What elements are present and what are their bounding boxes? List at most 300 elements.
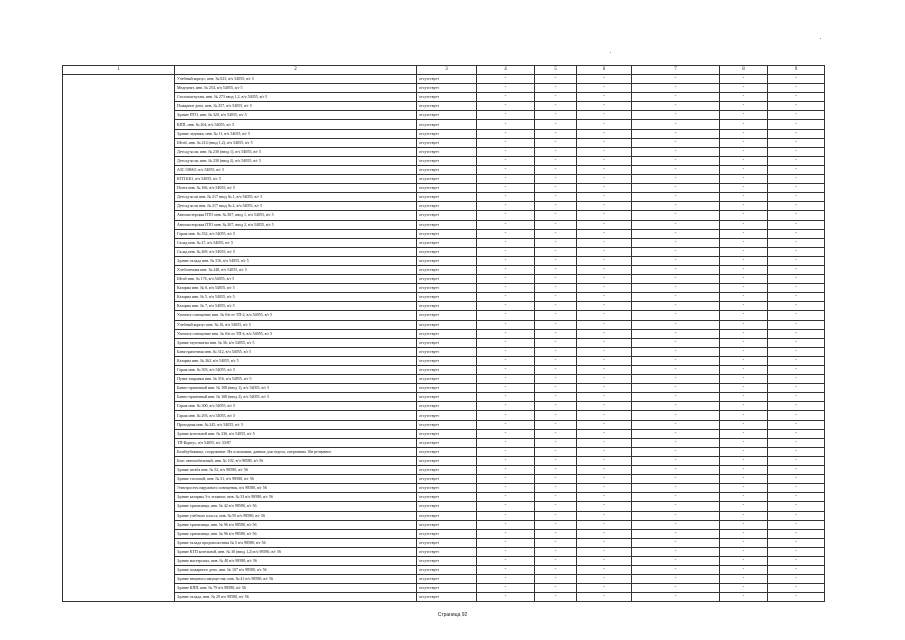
dash-cell: - <box>477 102 535 111</box>
dash-cell: - <box>577 302 632 311</box>
row-index-cell <box>63 284 175 293</box>
dash-cell: - <box>477 411 535 420</box>
dash-cell: - <box>632 529 720 538</box>
row-index-cell <box>63 584 175 593</box>
dash-cell: - <box>535 75 577 84</box>
table-row <box>63 356 825 365</box>
object-name-cell: Здание казармы 3-х этажное, инв. № 33 в/ч 98580, в/г 56 <box>175 493 417 502</box>
dash-cell: - <box>768 211 825 220</box>
dash-cell: - <box>720 220 768 229</box>
dash-cell: - <box>577 138 632 147</box>
dash-cell: - <box>720 375 768 384</box>
dash-cell: - <box>632 184 720 193</box>
dash-cell: - <box>632 165 720 174</box>
dash-cell: - <box>477 547 535 556</box>
column-header: 4 <box>477 66 535 75</box>
object-name-cell: Почта инв. № 166, в/ч 54055, в/г 5 <box>175 184 417 193</box>
dash-cell: - <box>535 165 577 174</box>
object-name-cell: Здание КПП, инв. № 79 в/ч 98580, в/г 56 <box>175 584 417 593</box>
dash-cell: - <box>632 193 720 202</box>
dash-cell: - <box>535 84 577 93</box>
dash-cell: - <box>577 375 632 384</box>
dash-cell: - <box>535 366 577 375</box>
dash-cell: - <box>632 375 720 384</box>
status-cell: отсутствует <box>417 456 477 465</box>
dash-cell: - <box>577 193 632 202</box>
object-name-cell: Штаб, инв. № 214 (ввод 1,2), в/ч 54055, в/г 5 <box>175 138 417 147</box>
column-header: 8 <box>720 66 768 75</box>
object-name-cell: Автомастерская ПТО инв. № 307, ввод 1, в/ч 54055, в/г 5 <box>175 211 417 220</box>
status-cell: отсутствует <box>417 93 477 102</box>
object-name-cell: Баня-прачечная инв. № 312, в/ч 54055, в/г 5 <box>175 347 417 356</box>
dash-cell: - <box>632 156 720 165</box>
dash-cell: - <box>768 256 825 265</box>
dash-cell: - <box>632 329 720 338</box>
dash-cell: - <box>477 556 535 565</box>
dash-cell: - <box>768 202 825 211</box>
dash-cell: - <box>477 284 535 293</box>
status-cell: отсутствует <box>417 520 477 529</box>
dash-cell: - <box>632 502 720 511</box>
table-row <box>63 184 825 193</box>
dash-cell: - <box>577 575 632 584</box>
dash-cell: - <box>720 111 768 120</box>
row-index-cell <box>63 347 175 356</box>
status-cell: отсутствует <box>417 556 477 565</box>
dash-cell: - <box>720 520 768 529</box>
dash-cell: - <box>632 556 720 565</box>
object-name-cell: Казарма инв. № 6, в/ч 54055, в/г 5 <box>175 284 417 293</box>
row-index-cell <box>63 184 175 193</box>
dash-cell: - <box>720 129 768 138</box>
dash-cell: - <box>768 93 825 102</box>
dash-cell: - <box>720 393 768 402</box>
dash-cell: - <box>720 175 768 184</box>
dash-cell: - <box>768 593 825 602</box>
table-row <box>63 384 825 393</box>
status-cell: отсутствует <box>417 393 477 402</box>
table-row <box>63 165 825 174</box>
status-cell: отсутствует <box>417 129 477 138</box>
dash-cell: - <box>720 556 768 565</box>
table-row <box>63 575 825 584</box>
dash-cell: - <box>577 584 632 593</box>
table-row <box>63 366 825 375</box>
object-name-cell: Здание ледника, инв. № 11, в/ч 54055, в/г 5 <box>175 129 417 138</box>
dash-cell: - <box>477 211 535 220</box>
dash-cell: - <box>535 120 577 129</box>
object-name-cell: Детсад-ясли инв. № 217 ввод № 1, в/ч 54055, в/г 5 <box>175 193 417 202</box>
table-row <box>63 475 825 484</box>
dash-cell: - <box>477 275 535 284</box>
document-sheet <box>62 65 824 602</box>
row-index-cell <box>63 120 175 129</box>
status-cell: отсутствует <box>417 302 477 311</box>
object-name-cell: Штаб инв. № 176, в/ч 54055, в/г 5 <box>175 275 417 284</box>
object-name-cell: КПП, инв. № 264, в/ч 54055, в/г 5 <box>175 120 417 129</box>
dash-cell: - <box>768 484 825 493</box>
dash-cell: - <box>768 420 825 429</box>
row-index-cell <box>63 111 175 120</box>
dash-cell: - <box>477 247 535 256</box>
table-row <box>63 111 825 120</box>
dash-cell: - <box>632 429 720 438</box>
status-cell: отсутствует <box>417 147 477 156</box>
row-index-cell <box>63 202 175 211</box>
dash-cell: - <box>535 147 577 156</box>
object-name-cell: Здание мастерских, инв. № 40 в/ч 98580, в/г 56 <box>175 556 417 565</box>
dash-cell: - <box>577 102 632 111</box>
header-row <box>63 66 825 75</box>
dash-cell: - <box>577 284 632 293</box>
status-cell: отсутствует <box>417 366 477 375</box>
status-cell: отсутствует <box>417 338 477 347</box>
dash-cell: - <box>768 75 825 84</box>
dash-cell: - <box>632 229 720 238</box>
table-row <box>63 302 825 311</box>
status-cell: отсутствует <box>417 138 477 147</box>
status-cell: отсутствует <box>417 247 477 256</box>
status-cell: отсутствует <box>417 502 477 511</box>
dash-cell: - <box>768 238 825 247</box>
status-cell: отсутствует <box>417 256 477 265</box>
dash-cell: - <box>477 502 535 511</box>
table-row <box>63 320 825 329</box>
dash-cell: - <box>720 420 768 429</box>
dash-cell: - <box>632 538 720 547</box>
object-name-cell: Автомастерская ПТО инв. № 307, ввод 2, в/ч 54055, в/г 5 <box>175 220 417 229</box>
table-row <box>63 502 825 511</box>
dash-cell: - <box>768 493 825 502</box>
dash-cell: - <box>720 529 768 538</box>
row-index-cell <box>63 75 175 84</box>
object-name-cell: Казарма инв. № 262, в/ч 54055, в/г 5 <box>175 356 417 365</box>
object-name-cell: Здание хранилища, инв. № 96 в/ч 98580, в/г 56 <box>175 520 417 529</box>
dash-cell: - <box>577 147 632 156</box>
dash-cell: - <box>477 593 535 602</box>
dash-cell: - <box>577 493 632 502</box>
row-index-cell <box>63 366 175 375</box>
dash-cell: - <box>768 356 825 365</box>
dash-cell: - <box>720 156 768 165</box>
dash-cell: - <box>720 438 768 447</box>
dash-cell: - <box>577 320 632 329</box>
dash-cell: - <box>720 247 768 256</box>
table-row <box>63 129 825 138</box>
dash-cell: - <box>535 529 577 538</box>
table-row <box>63 211 825 220</box>
dash-cell: - <box>535 284 577 293</box>
status-cell: отсутствует <box>417 475 477 484</box>
dash-cell: - <box>632 275 720 284</box>
dash-cell: - <box>535 111 577 120</box>
dash-cell: - <box>477 429 535 438</box>
dash-cell: - <box>535 584 577 593</box>
dash-cell: - <box>768 229 825 238</box>
dash-cell: - <box>768 511 825 520</box>
dash-cell: - <box>535 320 577 329</box>
dash-cell: - <box>577 184 632 193</box>
dash-cell: - <box>477 220 535 229</box>
table-row <box>63 338 825 347</box>
object-name-cell: Гараж инв. № 300, в/ч 54055, в/г 5 <box>175 402 417 411</box>
table-row <box>63 193 825 202</box>
column-header: 6 <box>577 66 632 75</box>
dash-cell: - <box>768 475 825 484</box>
dash-cell: - <box>477 575 535 584</box>
table-row <box>63 238 825 247</box>
dash-cell: - <box>577 502 632 511</box>
dash-cell: - <box>720 120 768 129</box>
dash-cell: - <box>535 493 577 502</box>
row-index-cell <box>63 84 175 93</box>
dash-cell: - <box>720 547 768 556</box>
dash-cell: - <box>720 402 768 411</box>
dash-cell: - <box>768 466 825 475</box>
object-name-cell: Пункт заправки инв. № 316, в/ч 54055, в/г 5 <box>175 375 417 384</box>
dash-cell: - <box>577 256 632 265</box>
object-name-cell: Казарма инв. № 5, в/ч 54055, в/г 5 <box>175 293 417 302</box>
dash-cell: - <box>535 447 577 456</box>
dash-cell: - <box>577 120 632 129</box>
dash-cell: - <box>720 384 768 393</box>
status-cell: отсутствует <box>417 329 477 338</box>
row-index-cell <box>63 538 175 547</box>
row-index-cell <box>63 247 175 256</box>
dash-cell: - <box>577 275 632 284</box>
table-row <box>63 329 825 338</box>
dash-cell: - <box>720 165 768 174</box>
dash-cell: - <box>577 229 632 238</box>
column-header: 1 <box>63 66 175 75</box>
dash-cell: - <box>720 284 768 293</box>
dash-cell: - <box>535 384 577 393</box>
dash-cell: - <box>577 84 632 93</box>
dash-cell: - <box>535 547 577 556</box>
row-index-cell <box>63 302 175 311</box>
dash-cell: - <box>477 484 535 493</box>
dash-cell: - <box>535 311 577 320</box>
table-row <box>63 484 825 493</box>
dash-cell: - <box>477 93 535 102</box>
row-index-cell <box>63 338 175 347</box>
table-row <box>63 102 825 111</box>
dash-cell: - <box>477 84 535 93</box>
column-header: 7 <box>632 66 720 75</box>
status-cell: отсутствует <box>417 493 477 502</box>
row-index-cell <box>63 311 175 320</box>
object-name-cell: Здание учебного класса, инв. № 95 в/ч 98580, в/г 56 <box>175 511 417 520</box>
dash-cell: - <box>632 347 720 356</box>
dash-cell: - <box>477 520 535 529</box>
dash-cell: - <box>535 220 577 229</box>
status-cell: отсутствует <box>417 529 477 538</box>
status-cell: отсутствует <box>417 584 477 593</box>
status-cell: отсутствует <box>417 275 477 284</box>
dash-cell: - <box>477 75 535 84</box>
dash-cell: - <box>632 93 720 102</box>
object-name-cell: Здание столовой, инв. № 31, в/ч 98580, в/г 56 <box>175 475 417 484</box>
dash-cell: - <box>720 102 768 111</box>
dash-cell: - <box>632 484 720 493</box>
row-index-cell <box>63 493 175 502</box>
dash-cell: - <box>768 429 825 438</box>
status-cell: отсутствует <box>417 311 477 320</box>
column-header: 3 <box>417 66 477 75</box>
status-cell: отсутствует <box>417 511 477 520</box>
status-cell: отсутствует <box>417 320 477 329</box>
dash-cell: - <box>768 275 825 284</box>
dash-cell: - <box>720 293 768 302</box>
row-index-cell <box>63 265 175 274</box>
dash-cell: - <box>477 238 535 247</box>
dash-cell: - <box>632 129 720 138</box>
table-row <box>63 375 825 384</box>
dash-cell: - <box>477 375 535 384</box>
dash-cell: - <box>477 265 535 274</box>
dash-cell: - <box>535 356 577 365</box>
dash-cell: - <box>577 293 632 302</box>
object-name-cell: Гараж инв. № 303, в/ч 54055, в/г 5 <box>175 366 417 375</box>
dash-cell: - <box>477 229 535 238</box>
dash-cell: - <box>720 538 768 547</box>
dash-cell: - <box>632 438 720 447</box>
object-name-cell: Здание котельной инв. № 236, в/ч 54055, в/г 5 <box>175 429 417 438</box>
table-row <box>63 593 825 602</box>
dash-cell: - <box>477 402 535 411</box>
row-index-cell <box>63 356 175 365</box>
object-name-cell: Проходная инв. № 245, в/ч 54055, в/г 5 <box>175 420 417 429</box>
dash-cell: - <box>632 247 720 256</box>
object-name-cell: Бокс автомобильный, инв. № 102, в/ч 98580, в/г 56 <box>175 456 417 465</box>
dash-cell: - <box>577 447 632 456</box>
page-number: Страница 92 <box>437 612 468 618</box>
dash-cell: - <box>720 211 768 220</box>
row-index-cell <box>63 193 175 202</box>
table-row <box>63 284 825 293</box>
row-index-cell <box>63 138 175 147</box>
row-index-cell <box>63 329 175 338</box>
dash-cell: - <box>768 138 825 147</box>
table-row <box>63 520 825 529</box>
dash-cell: - <box>577 438 632 447</box>
dash-cell: - <box>535 229 577 238</box>
dash-cell: - <box>768 566 825 575</box>
object-name-cell: Детсад-ясли, инв. № 230 (ввод 1), в/ч 54055, в/г 5 <box>175 147 417 156</box>
object-name-cell: Здание склада продовольствия № 5 в/ч 98580, в/г 56 <box>175 538 417 547</box>
table-row <box>63 202 825 211</box>
status-cell: отсутствует <box>417 165 477 174</box>
dash-cell: - <box>632 447 720 456</box>
table-row <box>63 393 825 402</box>
dash-cell: - <box>577 165 632 174</box>
dash-cell: - <box>577 93 632 102</box>
row-index-cell <box>63 102 175 111</box>
dash-cell: - <box>632 475 720 484</box>
dash-cell: - <box>577 538 632 547</box>
dash-cell: - <box>632 84 720 93</box>
dash-cell: - <box>477 165 535 174</box>
dash-cell: - <box>477 120 535 129</box>
status-cell: отсутствует <box>417 220 477 229</box>
dash-cell: - <box>720 147 768 156</box>
object-name-cell: Уличное освещение инв. № б/н от ТП-2, в/ч 54055, в/г 5 <box>175 311 417 320</box>
dash-cell: - <box>720 265 768 274</box>
dash-cell: - <box>720 575 768 584</box>
status-cell: отсутствует <box>417 238 477 247</box>
status-cell: отсутствует <box>417 466 477 475</box>
dash-cell: - <box>535 438 577 447</box>
dash-cell: - <box>577 393 632 402</box>
dash-cell: - <box>577 384 632 393</box>
dash-cell: - <box>632 402 720 411</box>
dash-cell: - <box>720 466 768 475</box>
dash-cell: - <box>577 247 632 256</box>
row-index-cell <box>63 147 175 156</box>
table-row <box>63 138 825 147</box>
dash-cell: - <box>632 466 720 475</box>
table-row <box>63 429 825 438</box>
dash-cell: - <box>577 329 632 338</box>
dash-cell: - <box>768 184 825 193</box>
dash-cell: - <box>720 311 768 320</box>
table-body <box>63 75 825 602</box>
table-row <box>63 447 825 456</box>
dash-cell: - <box>577 111 632 120</box>
row-index-cell <box>63 375 175 384</box>
dash-cell: - <box>535 93 577 102</box>
dash-cell: - <box>632 311 720 320</box>
table-row <box>63 347 825 356</box>
object-name-cell: Электросеть наружного освещения, в/ч 98580, в/г 56 <box>175 484 417 493</box>
dash-cell: - <box>720 338 768 347</box>
dash-cell: - <box>768 384 825 393</box>
dash-cell: - <box>535 593 577 602</box>
dash-cell: - <box>577 220 632 229</box>
dash-cell: - <box>768 247 825 256</box>
dash-cell: - <box>720 511 768 520</box>
row-index-cell <box>63 502 175 511</box>
dash-cell: - <box>477 475 535 484</box>
row-index-cell <box>63 393 175 402</box>
dash-cell: - <box>720 429 768 438</box>
dash-cell: - <box>535 375 577 384</box>
row-index-cell <box>63 593 175 602</box>
column-header: 9 <box>768 66 825 75</box>
dash-cell: - <box>768 338 825 347</box>
status-cell: отсутствует <box>417 156 477 165</box>
dash-cell: - <box>768 438 825 447</box>
table-row <box>63 84 825 93</box>
dash-cell: - <box>768 375 825 384</box>
dash-cell: - <box>577 566 632 575</box>
dash-cell: - <box>477 538 535 547</box>
dash-cell: - <box>768 265 825 274</box>
dash-cell: - <box>632 366 720 375</box>
row-index-cell <box>63 156 175 165</box>
dash-cell: - <box>720 320 768 329</box>
dash-cell: - <box>477 175 535 184</box>
dash-cell: - <box>768 529 825 538</box>
table-row <box>63 265 825 274</box>
dash-cell: - <box>632 284 720 293</box>
table-row <box>63 511 825 520</box>
dash-cell: - <box>477 193 535 202</box>
row-index-cell <box>63 566 175 575</box>
dash-cell: - <box>577 402 632 411</box>
dash-cell: - <box>577 211 632 220</box>
status-cell: отсутствует <box>417 193 477 202</box>
